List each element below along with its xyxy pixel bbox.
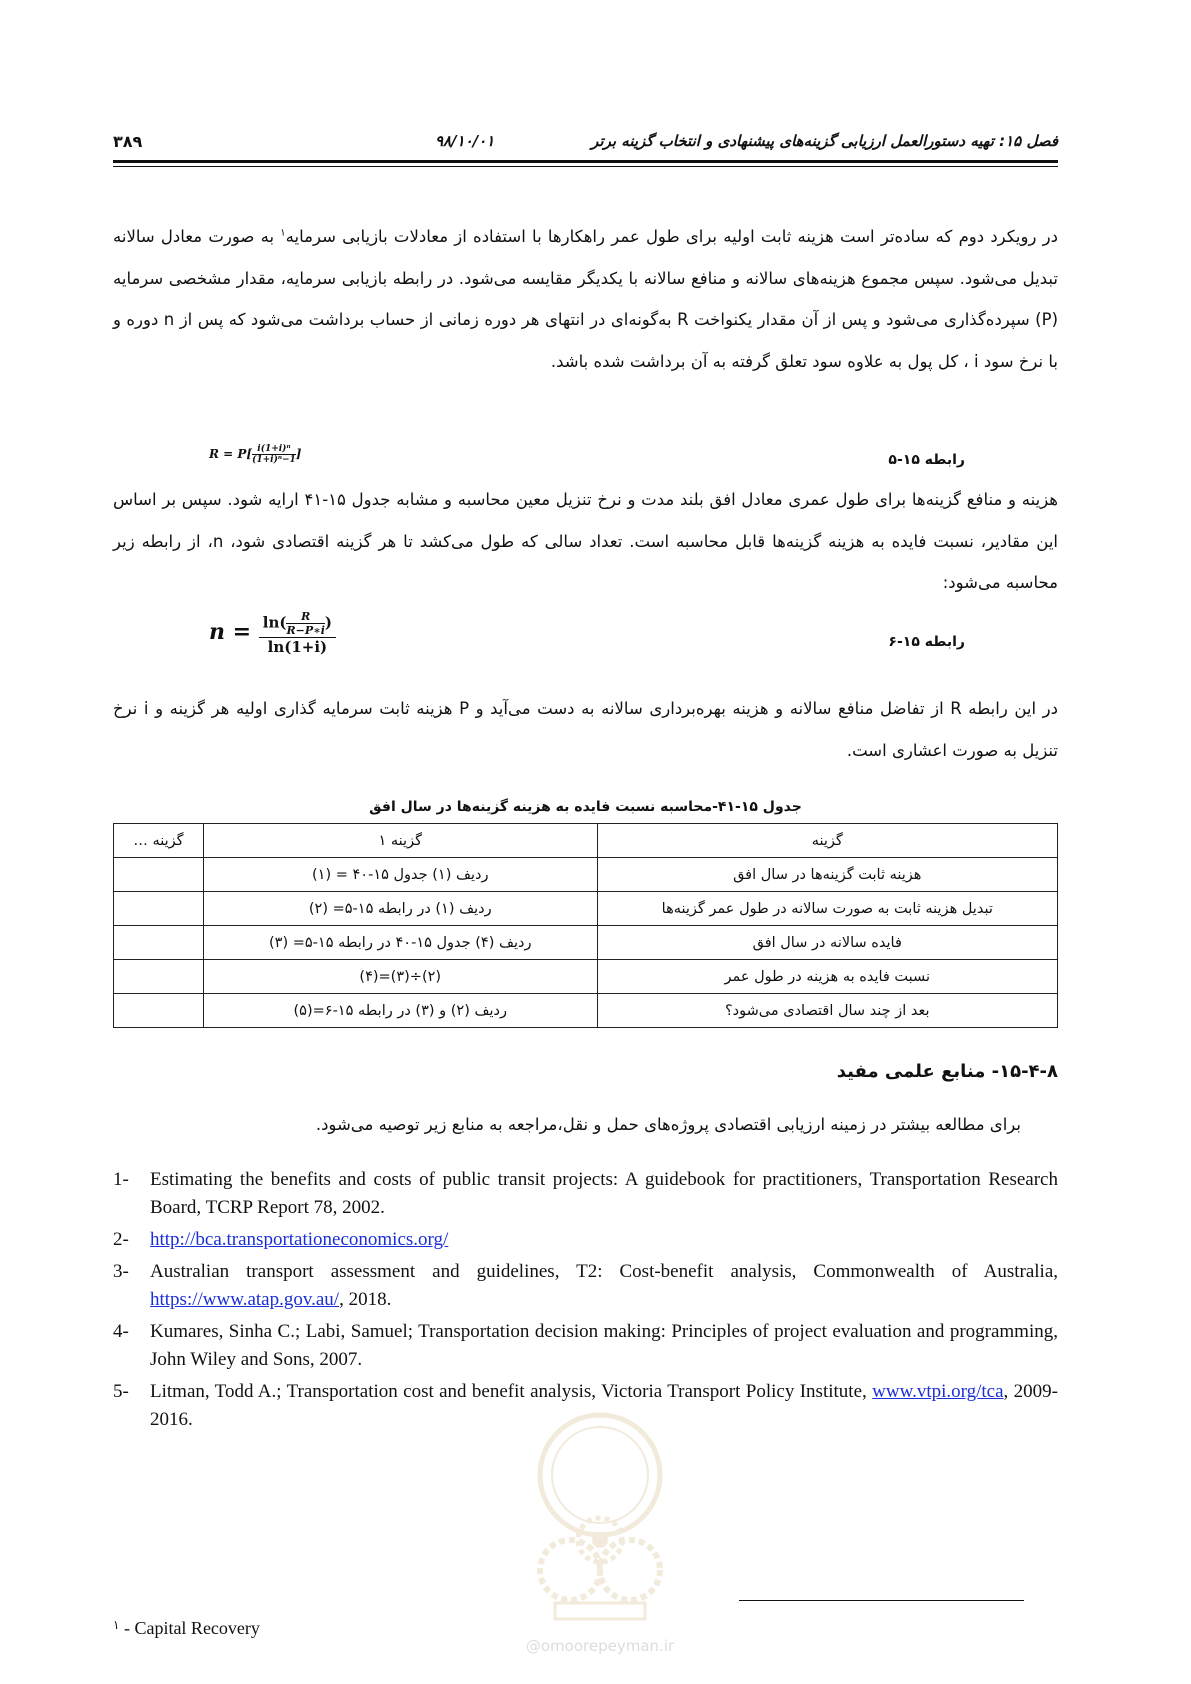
header-rule-thick <box>113 160 1058 163</box>
table-cell: فایده سالانه در سال افق <box>597 926 1057 960</box>
reference-link[interactable]: http://bca.transportationeconomics.org/ <box>150 1229 449 1250</box>
table-cell: ردیف (۱) در رابطه ۱۵-۵= (۲) <box>203 892 597 926</box>
reference-item: 5- Litman, Todd A.; Transportation cost and benefit analysis, Victoria Transport Policy Institute, www.vtpi.org/tca, 2009-2016. <box>113 1381 1059 1430</box>
table-cell: هزینه ثابت گزینه‌ها در سال افق <box>597 858 1057 892</box>
reference-item: 1- Estimating the benefits and costs of public transit projects: A guidebook for practitioners, Transportation Research Board, TCRP Report 78, 2002. <box>113 1169 1058 1218</box>
table-cell: ردیف (۱) جدول ۱۵-۴۰ = (۱) <box>203 858 597 892</box>
benefit-cost-table <box>113 823 1058 1028</box>
header-date: ۹۸/۱۰/۰۱ <box>435 132 495 150</box>
relation-label: رابطه ۱۵-۶ <box>888 634 965 650</box>
table-cell: ردیف (۲) و (۳) در رابطه ۱۵-۶=(۵) <box>203 994 597 1028</box>
table-cell: ردیف (۴) جدول ۱۵-۴۰ در رابطه ۱۵-۵= (۳) <box>203 926 597 960</box>
watermark-text: @omoorepeyman.ir <box>525 1637 675 1655</box>
formula-capital-recovery: R = P[ $\frac{\text{i(1+i)ⁿ}}{\text{(1+i)ⁿ−1}}$ ] <box>209 444 302 465</box>
page-header <box>113 128 1058 168</box>
table-cell <box>114 892 204 926</box>
relation-label: رابطه ۱۵-۵ <box>888 452 965 468</box>
reference-item: 2- http://bca.transportationeconomics.org/ <box>113 1229 449 1250</box>
paragraph-benefit-cost: هزینه و منافع گزینه‌ها برای طول عمری معادل افق بلند مدت و نرخ تنزیل معین محاسبه و مشابه جدول ۱۵-۴۱ ارایه شود. سپس بر اساس این مقادیر، نسبت فایده به هزینه گزینه‌ها قابل محاسبه است. تعداد سالی که طول می‌کشد تا هر گزینه اقتصادی شود، n، از رابطه زیر محاسبه می‌شود: <box>113 490 1059 592</box>
relation-15-6 <box>113 610 1058 680</box>
paragraph-relation-explanation: در این رابطه R از تفاضل منافع سالانه و هزینه بهره‌برداری سالانه به دست می‌آید و P هزینه ثابت سرمایه گذاری اولیه هر گزینه و i نرخ تنزیل به صورت اعشاری است. <box>113 699 1058 760</box>
table-row <box>114 858 1058 892</box>
footnote-rule <box>739 1600 1024 1601</box>
table-row <box>114 994 1058 1028</box>
table-cell: بعد از چند سال اقتصادی می‌شود؟ <box>597 994 1057 1028</box>
table-cell: (۲)÷(۳)=(۴) <box>203 960 597 994</box>
section-title-useful-references: ۱۵-۴-۸- منابع علمی مفید <box>836 1061 1058 1082</box>
table-header-row <box>114 824 1058 858</box>
table-cell: نسبت فایده به هزینه در طول عمر <box>597 960 1057 994</box>
table-cell <box>114 858 204 892</box>
relation-15-5 <box>113 444 1058 478</box>
page-number: ۳۸۹ <box>113 132 143 151</box>
reference-item: 3- Australian transport assessment and guidelines, T2: Cost-benefit analysis, Commonwealth of Australia, https://www.atap.gov.au/, 2018. <box>113 1261 1058 1310</box>
header-rule-thin <box>113 166 1058 167</box>
reference-item: 4- Kumares, Sinha C.; Labi, Samuel; Transportation decision making: Principles of project evaluation and programming, John Wiley and Sons, 2007. <box>113 1321 1058 1370</box>
paragraph-capital-recovery: در رویکرد دوم که ساده‌تر است هزینه ثابت اولیه برای طول عمر راهکارها با استفاده از معادلات بازیابی سرمایه$^۱$ به صورت معادل سالانه تبدیل می‌شود. سپس مجموع هزینه‌های سالانه و منافع سالانه با یکدیگر مقایسه می‌شود. در رابطه بازیابی سرمایه، مقدار مشخصی سرمایه (P) سپرده‌گذاری می‌شود و پس از آن مقدار یکنواخت R به‌گونه‌ای در انتهای هر دوره زمانی از حساب برداشت می‌شود که پس از n دوره و با نرخ سود i ، کل پول به علاوه سود تعلق گرفته به آن برداشت شده باشد. <box>113 227 1058 371</box>
header-cell: گزینه <box>597 824 1057 858</box>
formula-years: n = ln( $\frac{R}{R-P∗i}$ ) ln(1+i) <box>209 610 336 656</box>
reference-link[interactable]: https://www.atap.gov.au/ <box>150 1289 340 1310</box>
table-row <box>114 892 1058 926</box>
chapter-title: فصل ۱۵: تهیه دستورالعمل ارزیابی گزینه‌های پیشنهادی و انتخاب گزینه برتر <box>591 132 1058 150</box>
table-caption: جدول ۱۵-۴۱-محاسبه نسبت فایده به هزینه گزینه‌ها در سال افق <box>369 799 802 815</box>
reference-link[interactable]: www.vtpi.org/tca <box>872 1381 1004 1402</box>
paragraph-references-intro: برای مطالعه بیشتر در زمینه ارزیابی اقتصادی پروژه‌های حمل و نقل،مراجعه به منابع زیر توصیه می‌شود. <box>315 1115 1021 1134</box>
table-cell: تبدیل هزینه ثابت به صورت سالانه در طول عمر گزینه‌ها <box>597 892 1057 926</box>
table-cell <box>114 994 204 1028</box>
table-row <box>114 960 1058 994</box>
header-cell: گزینه ۱ <box>203 824 597 858</box>
watermark-logo <box>500 1395 700 1665</box>
table-cell <box>114 960 204 994</box>
table-row <box>114 926 1058 960</box>
table-cell <box>114 926 204 960</box>
gear-seal-icon <box>500 1395 700 1635</box>
footnote-ref[interactable]: ۱ <box>280 227 286 239</box>
header-cell: گزینه … <box>114 824 204 858</box>
footnote: $^۱$ - Capital Recovery <box>113 1618 260 1638</box>
